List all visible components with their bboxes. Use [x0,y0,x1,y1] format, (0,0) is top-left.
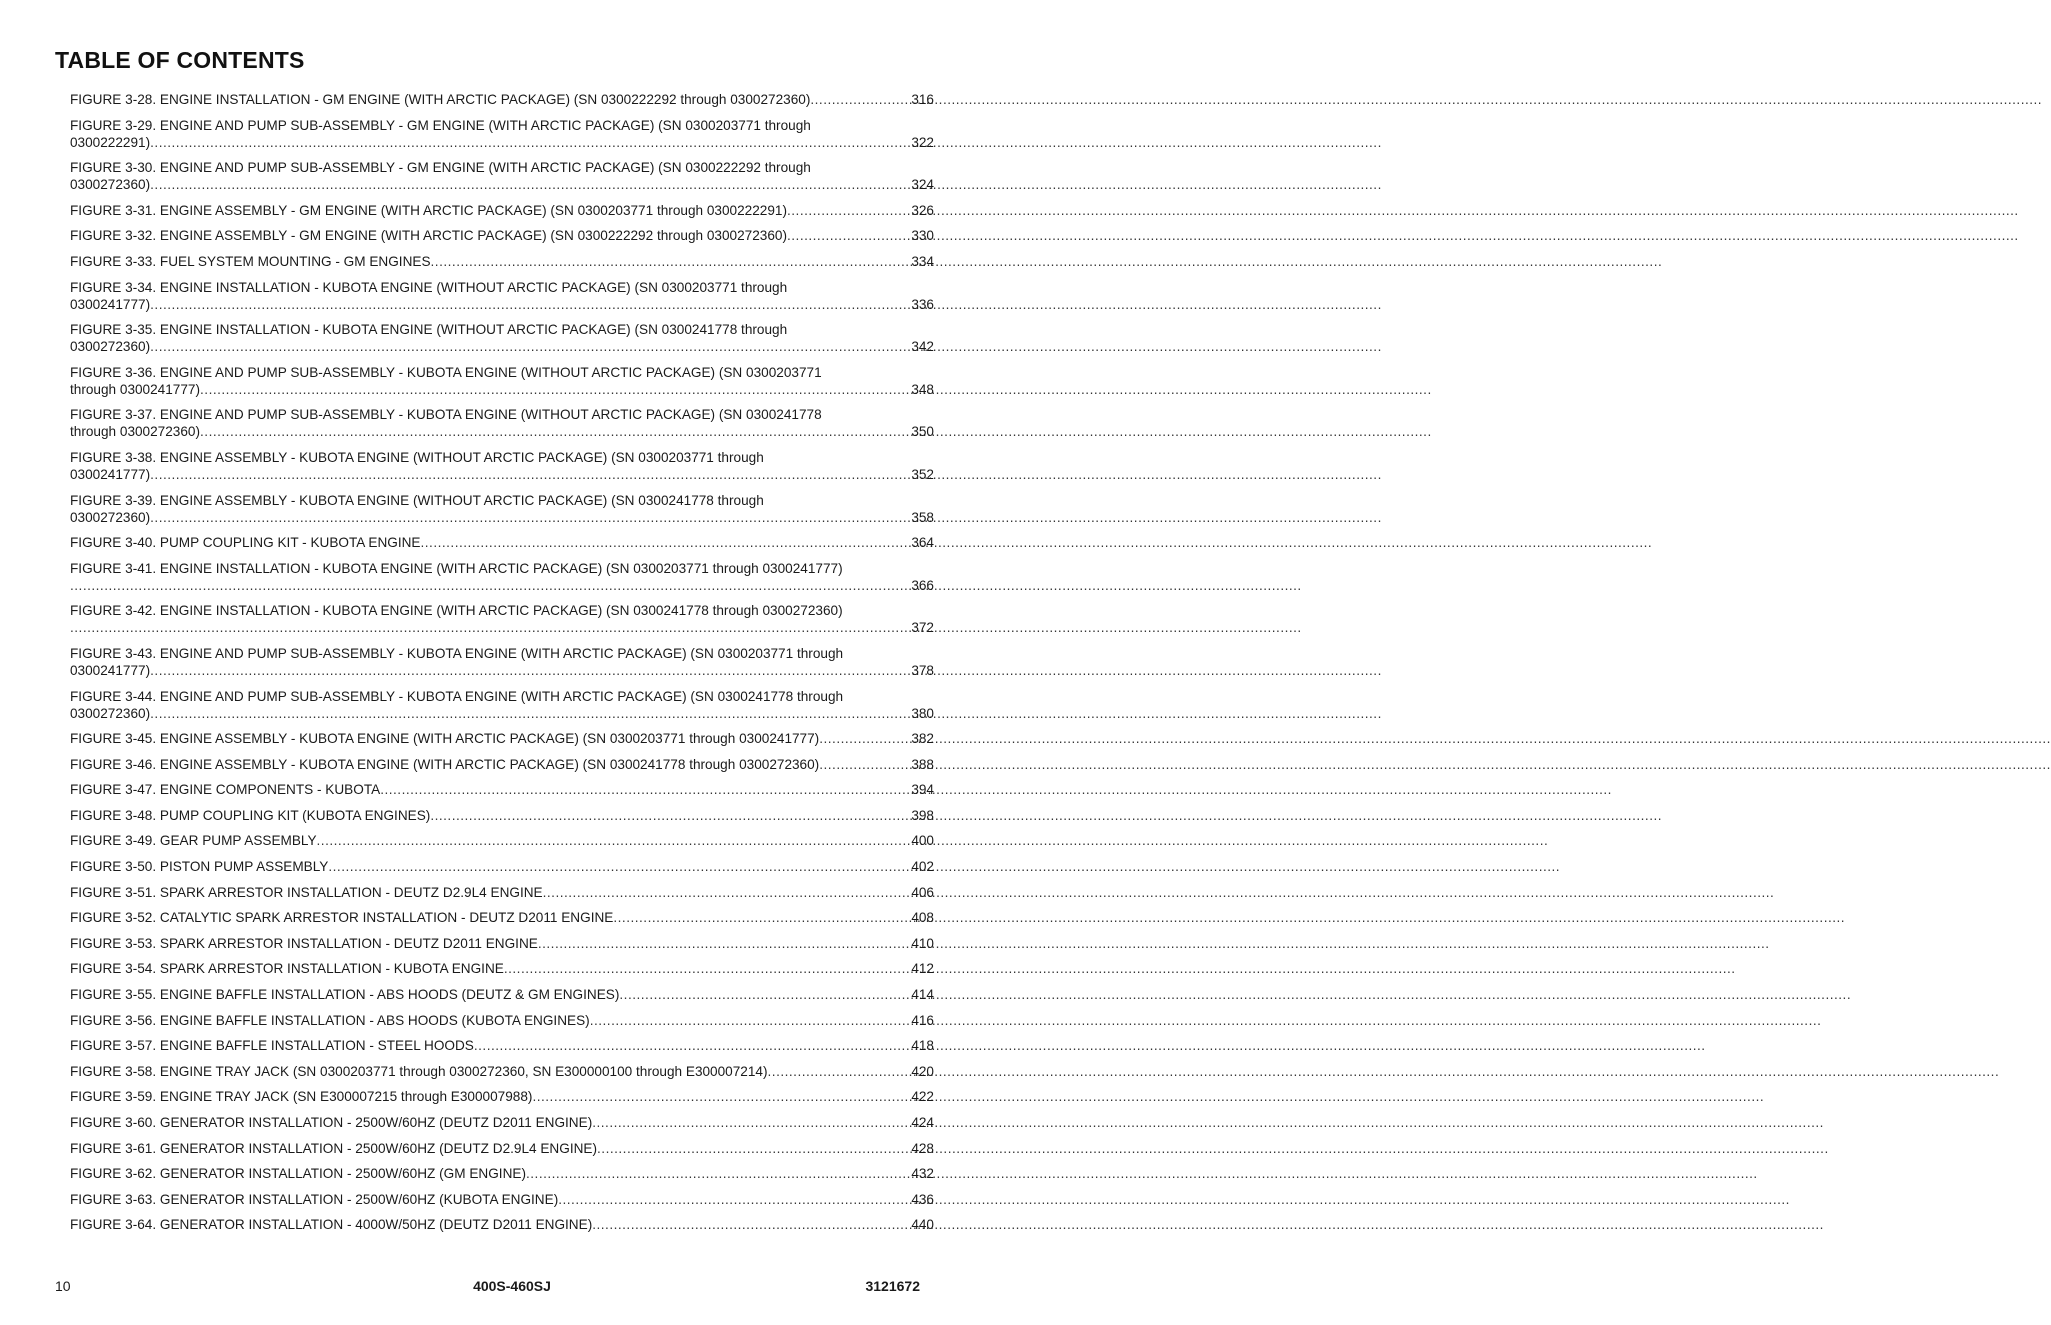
toc-entry-row [70,1191,934,1208]
toc-entry[interactable] [70,117,934,151]
toc-entry-page-number: 408 [911,910,934,926]
toc-entry-title: FIGURE 3-31. ENGINE ASSEMBLY - GM ENGINE (WITH ARCTIC PACKAGE) (SN 0300203771 through 0300222291) [70,202,787,218]
toc-entry[interactable] [70,858,934,875]
toc-entry-page-number: 402 [911,859,934,875]
toc-entry[interactable] [70,159,934,193]
footer-model: 400S-460SJ [473,1278,551,1294]
toc-entry[interactable] [70,756,934,773]
toc-entry[interactable] [70,645,934,679]
dot-leader [150,176,911,193]
dot-leader [538,935,911,952]
toc-entry[interactable] [70,935,934,952]
toc-entry-title: FIGURE 3-55. ENGINE BAFFLE INSTALLATION - ABS HOODS (DEUTZ & GM ENGINES) [70,987,620,1003]
toc-entry-title: 0300272360) [70,705,151,721]
toc-entry-title: 0300241777) [70,466,151,482]
toc-entry-row [70,534,934,551]
dot-leader [431,253,912,270]
toc-entry-title: FIGURE 3-64. GENERATOR INSTALLATION - 4000W/50HZ (DEUTZ D2011 ENGINE) [70,1217,593,1233]
toc-entry[interactable] [70,807,934,824]
toc-entry-title: FIGURE 3-60. GENERATOR INSTALLATION - 2500W/60HZ (DEUTZ D2011 ENGINE) [70,1115,593,1130]
toc-entry-title: FIGURE 3-52. CATALYTIC SPARK ARRESTOR INSTALLATION - DEUTZ D2011 ENGINE [70,910,614,926]
toc-entry-title: FIGURE 3-58. ENGINE TRAY JACK (SN 0300203771 through 0300272360, SN E300000100 through E300007214) [70,1063,768,1079]
toc-entry-title: 0300272360) [70,339,151,355]
toc-entry-row [70,296,934,313]
toc-entry-title: FIGURE 3-40. PUMP COUPLING KIT - KUBOTA ENGINE [70,535,421,551]
dot-leader [430,807,911,824]
toc-entry-page-number: 336 [911,296,934,312]
toc-entry-row [70,1037,934,1054]
toc-entry-page-number: 432 [911,1166,934,1182]
toc-entry-title: FIGURE 3-57. ENGINE BAFFLE INSTALLATION - STEEL HOODS [70,1038,474,1054]
toc-entry-row [70,807,934,824]
dot-leader [380,781,911,798]
toc-entry-title: 0300272360) [70,177,151,193]
toc-entry-page-number: 418 [911,1038,934,1054]
toc-entry-row [70,253,934,270]
toc-entry[interactable] [70,1088,934,1105]
toc-entry[interactable] [70,1037,934,1054]
toc-entry-title: FIGURE 3-51. SPARK ARRESTOR INSTALLATION - DEUTZ D2.9L4 ENGINE [70,884,543,900]
toc-entry-title: FIGURE 3-32. ENGINE ASSEMBLY - GM ENGINE (WITH ARCTIC PACKAGE) (SN 0300222292 through 0300272360) [70,228,787,244]
toc-entry-title: FIGURE 3-59. ENGINE TRAY JACK (SN E300007215 through E300007988) [70,1089,533,1105]
dot-leader [613,909,911,926]
toc-entry-row [70,858,934,875]
toc-entry-page-number: 410 [911,935,934,951]
toc-entry-title: FIGURE 3-45. ENGINE ASSEMBLY - KUBOTA ENGINE (WITH ARCTIC PACKAGE) (SN 0300203771 through 0300241777) [70,731,820,747]
dot-leader [150,662,911,679]
toc-entry-row [70,1216,934,1233]
toc-entry-page-number: 420 [911,1063,934,1079]
toc-entry-title: 0300241777) [70,296,151,312]
toc-entry-title: FIGURE 3-28. ENGINE INSTALLATION - GM ENGINE (WITH ARCTIC PACKAGE) (SN 0300222292 through 0300272360) [70,92,811,107]
toc-entry-page-number: 428 [911,1140,934,1156]
dot-leader [200,381,911,398]
toc-entry[interactable] [70,884,934,901]
dot-leader [70,619,911,636]
dot-leader [810,91,911,108]
toc-entry-title-line: FIGURE 3-35. ENGINE INSTALLATION - KUBOTA ENGINE (WITHOUT ARCTIC PACKAGE) (SN 0300241778 through [70,322,788,338]
dot-leader [592,1216,911,1233]
toc-entry[interactable] [70,1140,934,1157]
toc-entry-title-line: FIGURE 3-29. ENGINE AND PUMP SUB-ASSEMBLY - GM ENGINE (WITH ARCTIC PACKAGE) (SN 0300203771 through [70,117,811,133]
toc-entry-page-number: 352 [911,466,934,482]
toc-entry-row [70,986,934,1003]
toc-entry-row [70,1165,934,1182]
toc-entry-page-number: 422 [911,1089,934,1105]
dot-leader [526,1165,911,1182]
toc-entry-row [70,577,934,594]
toc-entry[interactable] [70,321,934,355]
toc-entry-page-number: 424 [911,1115,934,1130]
toc-entry[interactable] [70,602,934,636]
dot-leader [200,423,911,440]
toc-entry-title: FIGURE 3-56. ENGINE BAFFLE INSTALLATION - ABS HOODS (KUBOTA ENGINES) [70,1012,590,1028]
toc-entry-row [70,466,934,483]
dot-leader [819,756,911,773]
toc-entry[interactable] [70,560,934,594]
toc-entry[interactable] [70,730,934,747]
toc-entry-title: 0300241777) [70,662,151,678]
toc-entry[interactable] [70,91,934,108]
toc-entry-page-number: 316 [911,92,934,107]
toc-entry[interactable] [70,202,934,219]
toc-entry-title: FIGURE 3-47. ENGINE COMPONENTS - KUBOTA [70,782,381,798]
toc-entry-title: FIGURE 3-33. FUEL SYSTEM MOUNTING - GM ENGINES [70,253,431,269]
toc-entry-row [70,832,934,849]
toc-entry-row [70,1114,934,1131]
toc-entry-page-number: 400 [911,833,934,849]
toc-entry-row [70,884,934,901]
toc-entry-row [70,176,934,193]
toc-entry-page-number: 388 [911,756,934,772]
toc-entry-page-number: 364 [911,535,934,551]
toc-entry-title: through 0300272360) [70,424,201,440]
toc-entry-title: FIGURE 3-49. GEAR PUMP ASSEMBLY [70,833,317,849]
footer-page-number: 10 [55,1278,71,1294]
toc-entry-row [70,781,934,798]
toc-entry[interactable] [70,960,934,977]
toc-entry-row [70,662,934,679]
toc-entry[interactable] [70,279,934,313]
toc-entry[interactable] [70,1012,934,1029]
toc-entry[interactable] [70,1114,934,1131]
toc-entry-page-number: 342 [911,339,934,355]
dot-leader [543,884,912,901]
dot-leader [150,705,911,722]
dot-leader [150,466,911,483]
toc-entry-page-number: 324 [911,177,934,193]
dot-leader [150,509,911,526]
toc-entry-title-line: FIGURE 3-34. ENGINE INSTALLATION - KUBOTA ENGINE (WITHOUT ARCTIC PACKAGE) (SN 0300203771 through [70,279,788,295]
dot-leader [787,227,911,244]
toc-entry-row [70,338,934,355]
toc-entry-title: FIGURE 3-63. GENERATOR INSTALLATION - 2500W/60HZ (KUBOTA ENGINE) [70,1191,559,1207]
toc-entry-page-number: 416 [911,1012,934,1028]
toc-entry-title-line: FIGURE 3-38. ENGINE ASSEMBLY - KUBOTA ENGINE (WITHOUT ARCTIC PACKAGE) (SN 0300203771 through [70,449,764,465]
toc-entry[interactable] [70,364,934,398]
toc-entry-page-number: 380 [911,705,934,721]
dot-leader [558,1191,911,1208]
toc-entry-row [70,909,934,926]
toc-entry-page-number: 322 [911,134,934,150]
toc-entry-row [70,134,934,151]
toc-entry-page-number: 358 [911,509,934,525]
toc-entry-row [70,91,934,108]
dot-leader [590,1012,912,1029]
toc-entry-page-number: 440 [911,1217,934,1233]
dot-leader [70,577,911,594]
dot-leader [597,1140,911,1157]
toc-entry[interactable] [70,986,934,1003]
toc-entry-title: FIGURE 3-62. GENERATOR INSTALLATION - 2500W/60HZ (GM ENGINE) [70,1166,526,1182]
toc-entry-row [70,705,934,722]
dot-leader [150,134,911,151]
toc-entry-title: FIGURE 3-46. ENGINE ASSEMBLY - KUBOTA ENGINE (WITH ARCTIC PACKAGE) (SN 0300241778 through 0300272360) [70,756,820,772]
toc-entry-title-line: FIGURE 3-30. ENGINE AND PUMP SUB-ASSEMBLY - GM ENGINE (WITH ARCTIC PACKAGE) (SN 0300222292 through [70,160,811,176]
toc-entry-page-number: 366 [911,577,934,593]
toc-entry[interactable] [70,781,934,798]
toc-entry[interactable] [70,227,934,244]
toc-entry-page-number: 436 [911,1191,934,1207]
toc-entry-title: FIGURE 3-54. SPARK ARRESTOR INSTALLATION - KUBOTA ENGINE [70,961,504,977]
toc-entry[interactable] [70,832,934,849]
toc-entry-row [70,1012,934,1029]
toc-entry-page-number: 406 [911,884,934,900]
toc-entry-page-number: 394 [911,782,934,798]
toc-entry[interactable] [70,492,934,526]
toc-entry-page-number: 350 [911,424,934,440]
toc-entry[interactable] [70,1063,934,1080]
toc-entry-title: through 0300241777) [70,381,201,397]
toc-entry-page-number: 334 [911,253,934,269]
toc-entry[interactable] [70,253,934,270]
dot-leader [504,960,911,977]
toc-entry-page-number: 330 [911,228,934,244]
toc-entry-title-line: FIGURE 3-42. ENGINE INSTALLATION - KUBOTA ENGINE (WITH ARCTIC PACKAGE) (SN 0300241778 through 0300272360) [70,603,843,619]
toc-entry[interactable] [70,406,934,440]
toc-entry-row [70,423,934,440]
toc-entry-title: FIGURE 3-48. PUMP COUPLING KIT (KUBOTA ENGINES) [70,807,431,823]
toc-entry-page-number: 348 [911,381,934,397]
dot-leader [768,1063,912,1080]
dot-leader [150,338,911,355]
toc-entry-title-line: FIGURE 3-41. ENGINE INSTALLATION - KUBOTA ENGINE (WITH ARCTIC PACKAGE) (SN 0300203771 through 0300241777) [70,560,843,576]
dot-leader [328,858,911,875]
toc-entry-page-number: 398 [911,807,934,823]
dot-leader [421,534,912,551]
toc-entry[interactable] [70,1216,934,1233]
toc-entry[interactable] [70,1165,934,1182]
dot-leader [619,986,911,1003]
toc-entry-row [70,935,934,952]
dot-leader [317,832,912,849]
toc-entry-page-number: 378 [911,662,934,678]
toc-entry[interactable] [70,688,934,722]
toc-entry-title: 0300222291) [70,134,151,150]
toc-entry-page-number: 382 [911,731,934,747]
dot-leader [819,730,911,747]
toc-entry-row [70,1088,934,1105]
toc-entry[interactable] [70,909,934,926]
toc-entry-row [70,1140,934,1157]
toc-entry-page-number: 412 [911,961,934,977]
toc-entry-title: FIGURE 3-61. GENERATOR INSTALLATION - 2500W/60HZ (DEUTZ D2.9L4 ENGINE) [70,1140,598,1156]
dot-leader [592,1114,911,1131]
toc-entry-title-line: FIGURE 3-39. ENGINE ASSEMBLY - KUBOTA ENGINE (WITHOUT ARCTIC PACKAGE) (SN 0300241778 through [70,492,764,508]
table-of-contents [70,91,934,1242]
toc-entry-row [70,381,934,398]
toc-entry-title-line: FIGURE 3-37. ENGINE AND PUMP SUB-ASSEMBLY - KUBOTA ENGINE (WITHOUT ARCTIC PACKAGE) (SN 0300241778 [70,407,822,423]
toc-entry[interactable] [70,534,934,551]
toc-entry-row [70,730,934,747]
toc-entry-title-line: FIGURE 3-43. ENGINE AND PUMP SUB-ASSEMBLY - KUBOTA ENGINE (WITH ARCTIC PACKAGE) (SN 0300203771 through [70,645,844,661]
dot-leader [474,1037,911,1054]
dot-leader [532,1088,911,1105]
dot-leader [787,202,911,219]
dot-leader [150,296,911,313]
toc-entry[interactable] [70,449,934,483]
toc-entry-title: FIGURE 3-50. PISTON PUMP ASSEMBLY [70,859,329,875]
toc-entry-row [70,619,934,636]
toc-entry-page-number: 326 [911,202,934,218]
toc-entry-title-line: FIGURE 3-44. ENGINE AND PUMP SUB-ASSEMBLY - KUBOTA ENGINE (WITH ARCTIC PACKAGE) (SN 0300241778 through [70,688,844,704]
toc-entry-row [70,227,934,244]
toc-entry-row [70,202,934,219]
toc-entry[interactable] [70,1191,934,1208]
toc-entry-page-number: 414 [911,987,934,1003]
toc-entry-row [70,960,934,977]
toc-entry-title: 0300272360) [70,509,151,525]
toc-entry-row [70,1063,934,1080]
toc-entry-row [70,509,934,526]
toc-entry-title-line: FIGURE 3-36. ENGINE AND PUMP SUB-ASSEMBLY - KUBOTA ENGINE (WITHOUT ARCTIC PACKAGE) (SN 0300203771 [70,364,822,380]
toc-entry-row [70,756,934,773]
toc-entry-title: FIGURE 3-53. SPARK ARRESTOR INSTALLATION - DEUTZ D2011 ENGINE [70,935,538,951]
footer-doc-number: 3121672 [865,1278,920,1294]
page-title: TABLE OF CONTENTS [55,47,305,73]
toc-entry-page-number: 372 [911,620,934,636]
